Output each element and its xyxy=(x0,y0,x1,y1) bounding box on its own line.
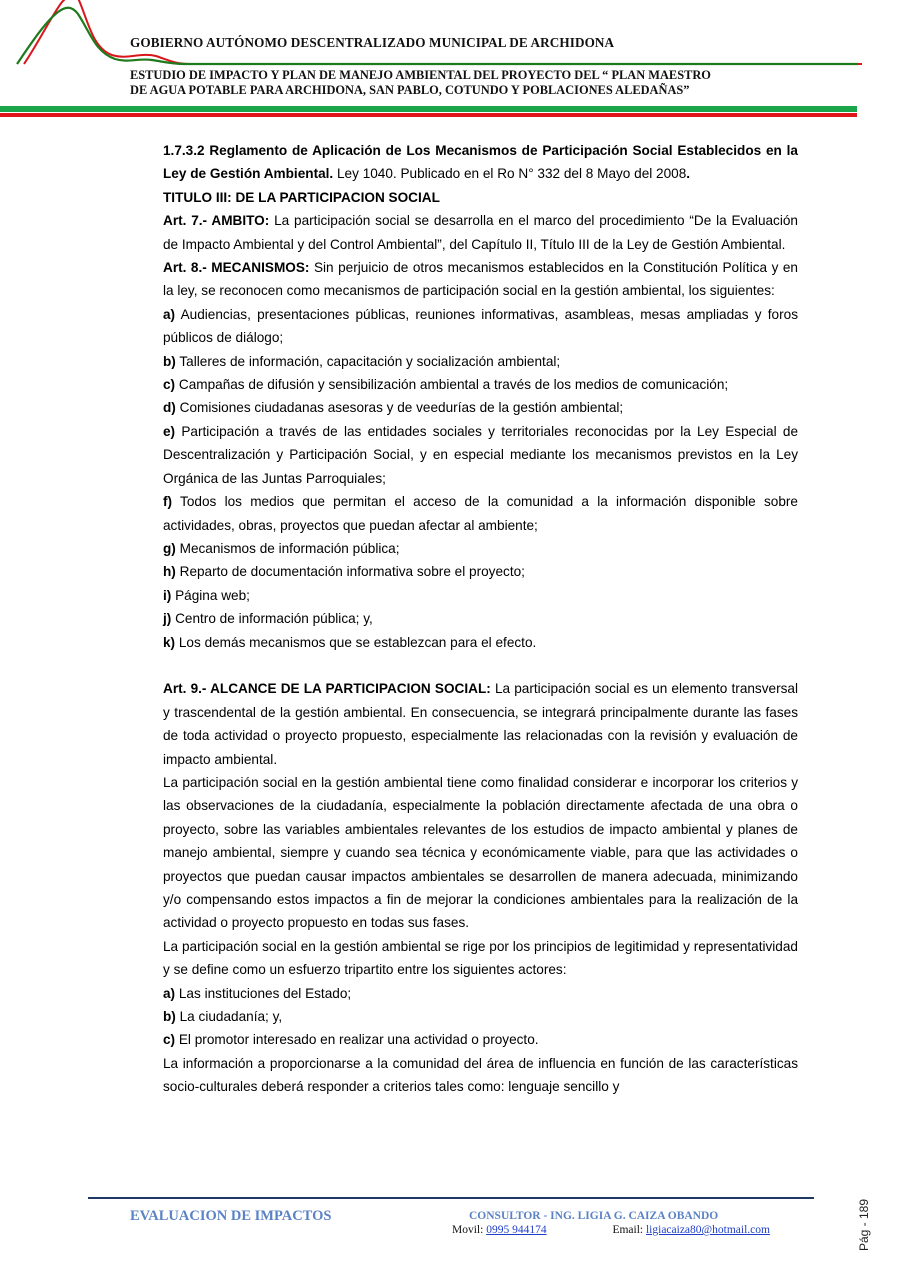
header-green-band xyxy=(0,106,857,112)
list-item-text: Reparto de documentación informativa sobre el proyecto; xyxy=(175,564,525,580)
article-9-paragraph-2: La participación social en la gestión ambiental tiene como finalidad considerar e incorporar los criterios y las observaciones de la ciudadanía, especialmente la población directamente afectada de una obra o proyecto, sobre las variables ambientales relevantes de los estudios de impacto ambiental y planes de manejo ambiental, siempre y cuando sea técnica y económicamente viable, para que las actividades o proyectos que puedan causar impactos ambientales se desarrollen de manera adecuada, minimizando y/o compensando estos impactos a fin de mejorar la condiciones ambientales para la realización de la actividad o proyecto propuesto en todas sus fases. xyxy=(163,774,798,931)
list-item-text: Audiencias, presentaciones públicas, reuniones informativas, asambleas, mesas ampliadas y foros públicos de diálogo; xyxy=(163,306,798,346)
list-item xyxy=(163,1005,798,1028)
list-item-text: Centro de información pública; y, xyxy=(171,611,373,627)
list-item xyxy=(163,537,798,560)
page-number: Pág - 189 xyxy=(857,1198,871,1252)
footer-divider xyxy=(88,1197,814,1199)
section-heading-bold: 1.7.3.2 Reglamento de Aplicación de Los Mecanismos de Participación Social Establecidos en la Ley de Gestión Ambiental. xyxy=(163,143,798,182)
list-item-letter: b) xyxy=(163,353,176,369)
list-item-text: Participación a través de las entidades sociales y territoriales reconocidas por la Ley Especial de Descentralización y Participación Social, y en especial mediante los mecanismos previstos en la Ley Orgánica de las Juntas Parroquiales; xyxy=(163,423,798,486)
list-item-text: Comisiones ciudadanas asesoras y de veedurías de la gestión ambiental; xyxy=(175,400,624,416)
paragraph-spacer xyxy=(163,654,798,677)
list-item-letter: i) xyxy=(163,587,172,603)
list-item-letter: e) xyxy=(163,423,176,439)
section-heading-detail: Ley 1040. Publicado en el Ro N° 332 del 8 Mayo del 2008 xyxy=(333,166,687,182)
article-9 xyxy=(163,677,798,771)
article-8-label: Art. 8.- MECANISMOS: xyxy=(163,260,310,276)
list-item xyxy=(163,607,798,630)
list-item-letter: d) xyxy=(163,400,176,416)
list-item xyxy=(163,420,798,490)
document-body xyxy=(163,139,798,1099)
study-title-line-2: DE AGUA POTABLE PARA ARCHIDONA, SAN PABLO, COTUNDO Y POBLACIONES ALEDAÑAS” xyxy=(130,82,690,97)
title-iii-heading xyxy=(163,186,798,209)
list-item xyxy=(163,373,798,396)
header-red-band xyxy=(0,113,857,117)
list-item xyxy=(163,982,798,1005)
study-title-line-1: ESTUDIO DE IMPACTO Y PLAN DE MANEJO AMBIENTAL DEL PROYECTO DEL “ PLAN MAESTRO xyxy=(130,68,711,82)
article-9-paragraph-4: La información a proporcionarse a la comunidad del área de influencia en función de las características socio-culturales deberá responder a criterios tales como: lenguaje sencillo y xyxy=(163,1055,798,1095)
list-item-letter: k) xyxy=(163,634,176,650)
footer-contact xyxy=(452,1224,770,1236)
list-item-letter: h) xyxy=(163,564,176,580)
footer-consultant: CONSULTOR - ING. LIGIA G. CAIZA OBANDO xyxy=(469,1210,719,1222)
article-8 xyxy=(163,256,798,303)
footer-section-title: EVALUACION DE IMPACTOS xyxy=(130,1208,332,1224)
list-item xyxy=(163,560,798,583)
list-item-letter: g) xyxy=(163,540,176,556)
list-item-text: Campañas de difusión y sensibilización ambiental a través de los medios de comunicación; xyxy=(175,377,729,393)
article-7-label: Art. 7.- AMBITO: xyxy=(163,213,270,229)
list-item xyxy=(163,303,798,350)
list-item-letter: b) xyxy=(163,1009,176,1025)
article-9-label: Art. 9.- ALCANCE DE LA PARTICIPACION SOCIAL: xyxy=(163,681,491,697)
list-item-text: Los demás mecanismos que se establezcan para el efecto. xyxy=(175,634,537,650)
list-item xyxy=(163,584,798,607)
list-item-text: Las instituciones del Estado; xyxy=(175,985,352,1001)
article-9-paragraph-3: La participación social en la gestión ambiental se rige por los principios de legitimidad y representatividad y se define como un esfuerzo tripartito entre los siguientes actores: xyxy=(163,938,798,978)
list-item-text: Todos los medios que permitan el acceso de la comunidad a la información disponible sobre actividades, obras, proyectos que puedan afectar al ambiente; xyxy=(163,494,798,533)
list-item-text: La ciudadanía; y, xyxy=(175,1009,283,1025)
list-item xyxy=(163,631,798,654)
email-link[interactable]: ligiacaiza80@hotmail.com xyxy=(645,1224,770,1236)
section-heading-period: . xyxy=(686,166,691,182)
study-title xyxy=(130,68,711,97)
movil-label: Movil: xyxy=(452,1224,487,1236)
list-item xyxy=(163,1028,798,1051)
title-iii-text: TITULO III: DE LA PARTICIPACION SOCIAL xyxy=(163,189,440,205)
article-8-text: Sin perjuicio de otros mecanismos establecidos en la Constitución Política y en la ley, se reconocen como mecanismos de participación social en la gestión ambiental, los siguientes: xyxy=(163,260,798,299)
list-item-letter: f) xyxy=(163,494,173,510)
article-7 xyxy=(163,209,798,256)
list-item-letter: c) xyxy=(163,377,176,393)
list-item xyxy=(163,396,798,419)
phone-link[interactable]: 0995 944174 xyxy=(486,1224,547,1236)
list-item-text: Mecanismos de información pública; xyxy=(175,540,400,556)
article-9-text: La participación social es un elemento transversal y trascendental de la gestión ambiental. En consecuencia, se integrará principalmente durante las fases de toda actividad o proyecto propuesto, especialmente las relacionadas con la revisión y evaluación de impacto ambiental. xyxy=(163,681,798,767)
list-item-letter: c) xyxy=(163,1032,176,1048)
list-item-letter: a) xyxy=(163,306,176,322)
list-item-text: El promotor interesado en realizar una actividad o proyecto. xyxy=(175,1032,539,1048)
email-label: Email: xyxy=(612,1224,646,1236)
article-7-text: La participación social se desarrolla en el marco del procedimiento “De la Evaluación de Impacto Ambiental y del Control Ambiental”, del Capítulo II, Título III de la Ley de Gestión Ambiental. xyxy=(163,213,798,252)
section-heading xyxy=(163,139,798,186)
list-item-letter: j) xyxy=(163,611,172,627)
list-item xyxy=(163,350,798,373)
list-item xyxy=(163,490,798,537)
institution-title: GOBIERNO AUTÓNOMO DESCENTRALIZADO MUNICIPAL DE ARCHIDONA xyxy=(130,35,615,50)
list-item-letter: a) xyxy=(163,985,176,1001)
list-item-text: Talleres de información, capacitación y socialización ambiental; xyxy=(175,353,561,369)
list-item-text: Página web; xyxy=(171,587,250,603)
